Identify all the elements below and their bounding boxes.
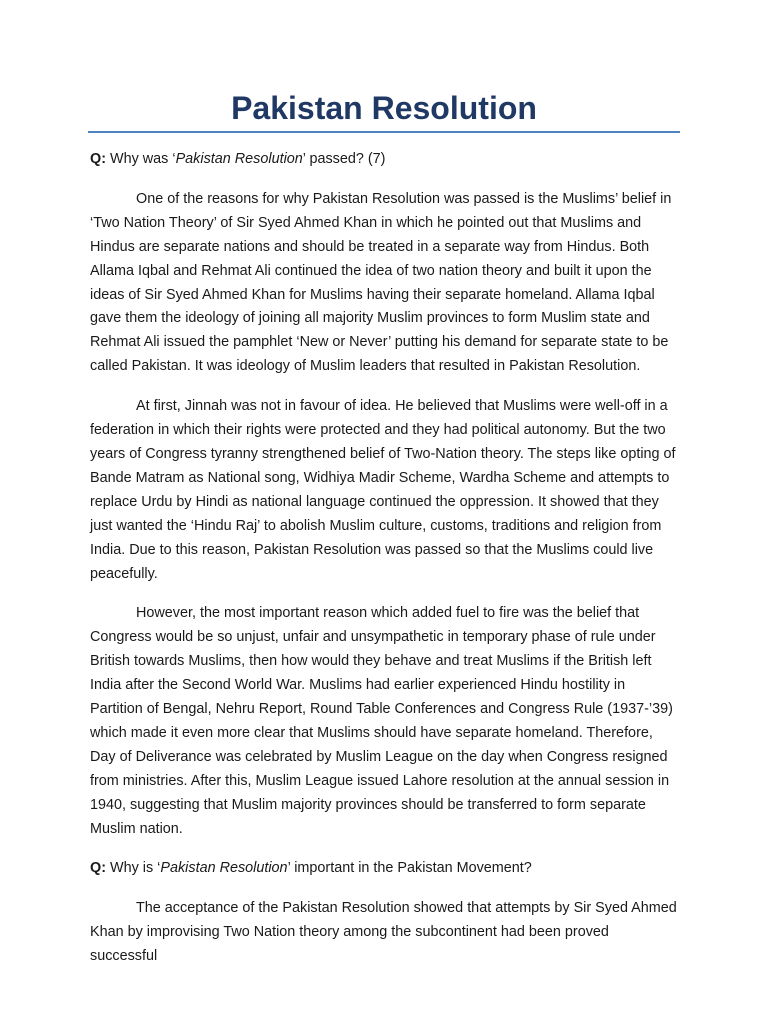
paragraph-3: However, the most important reason which added fuel to fire was the belief that Congress would be so unjust, unfair and unsympathetic in temporary phase of rule under British towards Muslims, then how would they behave and treat Muslims if the British left India after the Second World War. Muslims had earlier experienced Hindu hostility in Partition of Bengal, Nehru Report, Round Table Conferences and Congress Rule (1937-’39) which made it even more clear that Muslims should have separate homeland. Therefore, Day of Deliverance was celebrated by Muslim League on the day when Congress resigned from ministries. After this, Muslim League issued Lahore resolution at the annual session in 1940, suggesting that Muslim majority provinces should be transferred to form separate Muslim nation. [90,605,673,837]
question-prefix: Q: [90,860,106,877]
question-prefix: Q: [90,151,106,167]
question-text-before: Why was ‘ [106,151,176,167]
paragraph-4: The acceptance of the Pakistan Resolution showed that attempts by Sir Syed Ahmed Khan by improvising Two Nation theory among the subcontinent had been proved successful [90,900,677,965]
question-text-after: ’ passed? (7) [302,151,386,167]
question-2 [90,857,678,881]
title-underline [88,131,680,133]
document-body [90,148,678,985]
page-title: Pakistan Resolution [231,90,537,126]
question-text-before: Why is ‘ [106,860,161,877]
question-1 [90,148,678,172]
question-text-after: ’ important in the Pakistan Movement? [287,860,532,877]
question-emphasis: Pakistan Resolution [175,151,303,167]
question-emphasis: Pakistan Resolution [160,860,288,877]
paragraph-1: One of the reasons for why Pakistan Resolution was passed is the Muslims’ belief in ‘Two Nation Theory’ of Sir Syed Ahmed Khan in which he pointed out that Muslims and Hindus are separate nations and should be treated in a separate way from Hindus. Both Allama Iqbal and Rehmat Ali continued the idea of two nation theory and built it upon the ideas of Sir Syed Ahmed Khan for Muslims having their separate homeland. Allama Iqbal gave them the ideology of joining all majority Muslim provinces to form Muslim state and Rehmat Ali issued the pamphlet ‘New or Never’ putting his demand for separate state to be called Pakistan. It was ideology of Muslim leaders that resulted in Pakistan Resolution. [90,190,672,375]
paragraph-2: At first, Jinnah was not in favour of idea. He believed that Muslims were well-off in a federation in which their rights were protected and they had political autonomy. But the two years of Congress tyranny strengthened belief of Two-Nation theory. The steps like opting of Bande Matram as National song, Widhiya Madir Scheme, Wardha Scheme and attempts to replace Urdu by Hindi as national language continued the oppression. It showed that they just wanted the ‘Hindu Raj’ to abolish Muslim culture, customs, traditions and religion from India. Due to this reason, Pakistan Resolution was passed so that the Muslims could live peacefully. [90,398,676,582]
